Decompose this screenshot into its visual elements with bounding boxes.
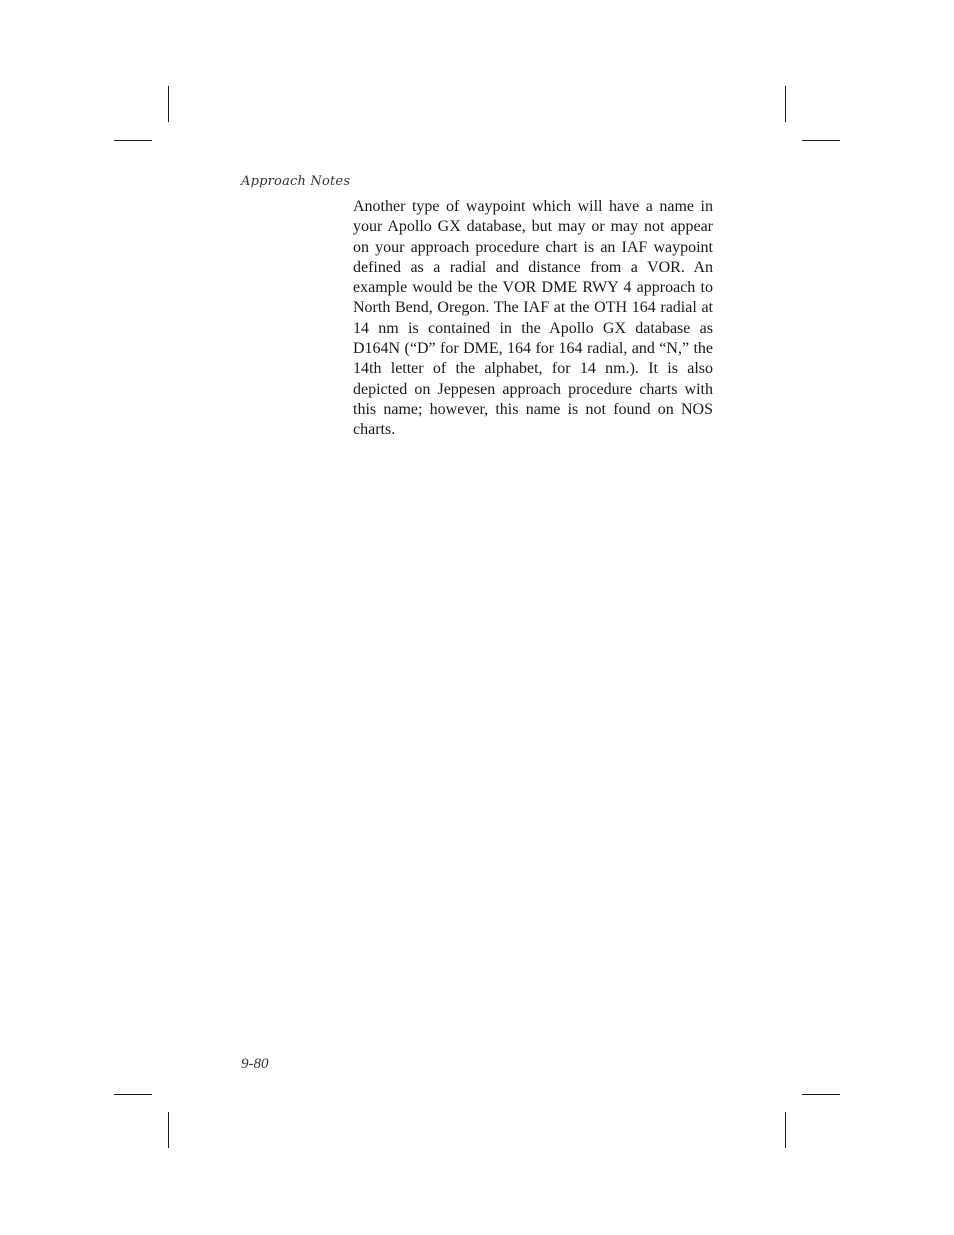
running-head: Approach Notes [241, 174, 351, 189]
crop-mark-top-right-vertical [785, 86, 786, 122]
body-paragraph: Another type of waypoint which will have a name in your Apollo GX database, but may or may not appear on your approach procedure chart is an IAF waypoint defined as a radial and distance from a VOR. An example would be the VOR DME RWY 4 approach to North Bend, Oregon. The IAF at the OTH 164 radial at 14 nm is contained in the Apollo GX database as D164N (“D” for DME, 164 for 164 radial, and “N,” the 14th letter of the alphabet, for 14 nm.). It is also depicted on Jeppesen approach procedure charts with this name; however, this name is not found on NOS charts. [353, 198, 713, 439]
crop-mark-bottom-right-vertical [785, 1112, 786, 1148]
crop-mark-bottom-right-horizontal [802, 1094, 840, 1095]
crop-mark-bottom-left-horizontal [114, 1094, 152, 1095]
page-number: 9-80 [241, 1056, 269, 1072]
crop-mark-bottom-left-vertical [168, 1112, 169, 1148]
crop-mark-top-right-horizontal [802, 140, 840, 141]
crop-mark-top-left-vertical [168, 86, 169, 122]
crop-mark-top-left-horizontal [114, 140, 152, 141]
